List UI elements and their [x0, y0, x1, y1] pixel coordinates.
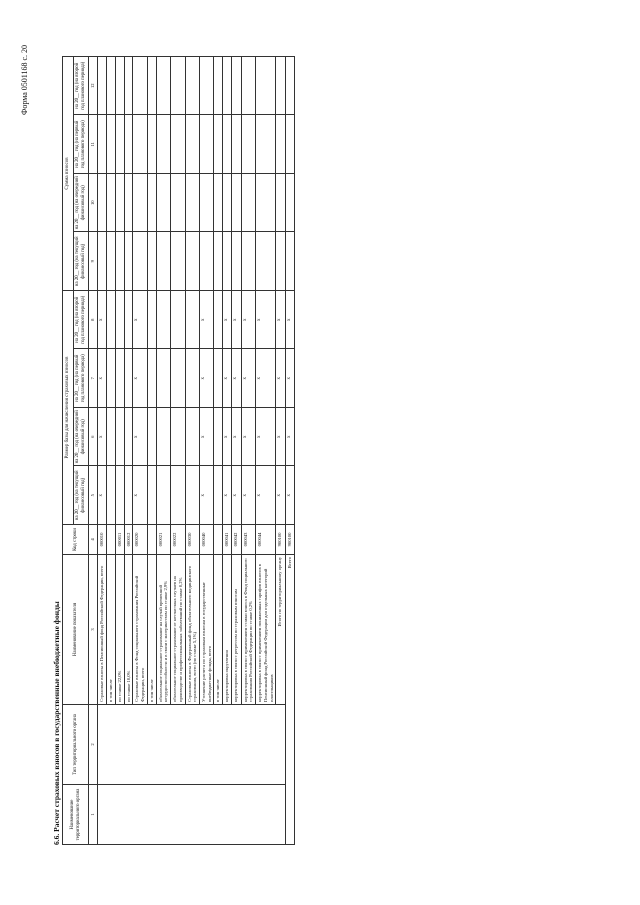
- base-cell[interactable]: [124, 466, 133, 525]
- sum-cell[interactable]: [232, 57, 241, 116]
- sum-cell[interactable]: [223, 115, 232, 174]
- sum-cell[interactable]: [232, 115, 241, 174]
- total-all-row: [285, 57, 294, 845]
- base-cell[interactable]: [147, 291, 156, 350]
- base-cell[interactable]: [124, 408, 133, 467]
- row-code: [107, 525, 116, 555]
- sum-cell[interactable]: [133, 57, 147, 116]
- base-cell[interactable]: [107, 466, 116, 525]
- base-cell[interactable]: x: [200, 349, 214, 408]
- sum-cell[interactable]: [200, 115, 214, 174]
- row-code: 000010: [97, 525, 106, 555]
- sum-cell[interactable]: [214, 57, 223, 116]
- sum-cell[interactable]: [124, 57, 133, 116]
- sum-cell[interactable]: [276, 174, 285, 233]
- base-cell[interactable]: [124, 291, 133, 350]
- base-cell[interactable]: [147, 349, 156, 408]
- sum-cell[interactable]: [285, 174, 294, 233]
- sum-cell[interactable]: [185, 232, 199, 291]
- base-cell[interactable]: x: [285, 466, 294, 525]
- indicator-label: корректировка в связи с применением ставки взноса в Фонд социального страхования Российской Федерации по ставке 0,2%: [241, 555, 255, 705]
- indicator-label: по ставке 10,0%: [124, 555, 133, 705]
- indicator-label: Страховые взносы в Федеральный фонд обязательного медицинского страхования, всего (по ставке 5,1%): [185, 555, 199, 705]
- col-number: 3: [89, 555, 98, 705]
- row-code: 900100: [285, 525, 294, 555]
- indicator-label: в том числе: [107, 555, 116, 705]
- base-cell[interactable]: [107, 408, 116, 467]
- header-period: на 20__ год (на второй год планового периода): [74, 57, 89, 116]
- sum-cell[interactable]: [97, 232, 106, 291]
- sum-cell[interactable]: [133, 232, 147, 291]
- row-code: 900100: [276, 525, 285, 555]
- col-number: 6: [89, 408, 98, 467]
- base-cell[interactable]: x: [133, 408, 147, 467]
- base-cell[interactable]: x: [133, 349, 147, 408]
- contributions-table: [62, 56, 295, 845]
- sum-cell[interactable]: [285, 57, 294, 116]
- sum-cell[interactable]: [107, 115, 116, 174]
- header-period: на 20__ год (на очередной финансовый год): [74, 174, 89, 233]
- sum-cell[interactable]: [200, 174, 214, 233]
- row-code: 000040: [200, 525, 214, 555]
- header-indicator: Наименование показателя: [63, 555, 89, 705]
- base-cell[interactable]: x: [200, 408, 214, 467]
- base-cell[interactable]: x: [285, 291, 294, 350]
- base-cell[interactable]: x: [133, 291, 147, 350]
- base-cell[interactable]: [214, 408, 223, 467]
- base-cell[interactable]: [156, 291, 170, 350]
- sum-cell[interactable]: [185, 115, 199, 174]
- col-number: 7: [89, 349, 98, 408]
- base-cell[interactable]: x: [256, 466, 276, 525]
- header-period: на 20__ год (на первый год планового периода): [74, 115, 89, 174]
- header-period: на 20__ год (на первый год планового периода): [74, 349, 89, 408]
- base-cell[interactable]: [107, 291, 116, 350]
- sum-cell[interactable]: [232, 232, 241, 291]
- sum-cell[interactable]: [133, 174, 147, 233]
- sum-cell[interactable]: [232, 174, 241, 233]
- sum-cell[interactable]: [171, 232, 185, 291]
- base-cell[interactable]: x: [200, 291, 214, 350]
- col-number: 11: [89, 115, 98, 174]
- base-cell[interactable]: x: [232, 408, 241, 467]
- row-code: 000043: [241, 525, 255, 555]
- indicator-label: корректировка в связи с регрессом по страховым взносам: [232, 555, 241, 705]
- base-cell[interactable]: x: [232, 466, 241, 525]
- indicator-label: обязательное социальное страхование на случай временной нетрудоспособности и в связи с материнством по ставке 2,9%: [156, 555, 170, 705]
- base-cell[interactable]: x: [276, 408, 285, 467]
- sum-cell[interactable]: [115, 57, 124, 116]
- column-number-row: [89, 57, 98, 845]
- base-cell[interactable]: x: [223, 349, 232, 408]
- base-cell[interactable]: [214, 349, 223, 408]
- sum-cell[interactable]: [256, 115, 276, 174]
- indicator-label: в том числе: [214, 555, 223, 705]
- base-cell[interactable]: [171, 408, 185, 467]
- base-cell[interactable]: x: [97, 466, 106, 525]
- indicator-label: Уточнение расчета по страховым взносам в государственные внебюджетные фонды, всего: [200, 555, 214, 705]
- base-cell[interactable]: x: [223, 408, 232, 467]
- sum-cell[interactable]: [214, 174, 223, 233]
- header-base-group: Размер базы для начисления страховых взносов: [63, 291, 74, 525]
- row-code: 000012: [124, 525, 133, 555]
- row-code: 000011: [115, 525, 124, 555]
- sum-cell[interactable]: [285, 232, 294, 291]
- sum-cell[interactable]: [171, 174, 185, 233]
- sum-cell[interactable]: [147, 232, 156, 291]
- base-cell[interactable]: x: [97, 349, 106, 408]
- col-number: 5: [89, 466, 98, 525]
- sum-cell[interactable]: [200, 232, 214, 291]
- base-cell[interactable]: [156, 466, 170, 525]
- sum-cell[interactable]: [256, 174, 276, 233]
- sum-cell[interactable]: [185, 174, 199, 233]
- sum-cell[interactable]: [156, 115, 170, 174]
- base-cell[interactable]: [115, 408, 124, 467]
- base-cell[interactable]: [156, 349, 170, 408]
- sum-cell[interactable]: [241, 57, 255, 116]
- indicator-label: Страховые взносы в Пенсионный фонд Российской Федерации, всего: [97, 555, 106, 705]
- base-cell[interactable]: [156, 408, 170, 467]
- sum-cell[interactable]: [133, 115, 147, 174]
- base-cell[interactable]: x: [256, 349, 276, 408]
- base-cell[interactable]: [214, 291, 223, 350]
- row-code: 000044: [256, 525, 276, 555]
- header-period: на 20__ год (на текущий финансовый год): [74, 466, 89, 525]
- sum-cell[interactable]: [156, 57, 170, 116]
- sum-cell[interactable]: [285, 115, 294, 174]
- indicator-label: обязательное социальное страхование от несчастных случаев на производстве и профессиональных заболеваний по ставке 0,2%: [171, 555, 185, 705]
- sum-cell[interactable]: [115, 174, 124, 233]
- base-cell[interactable]: x: [241, 349, 255, 408]
- sum-cell[interactable]: [214, 232, 223, 291]
- sum-cell[interactable]: [107, 174, 116, 233]
- base-cell[interactable]: x: [241, 408, 255, 467]
- sum-cell[interactable]: [147, 57, 156, 116]
- sum-cell[interactable]: [97, 57, 106, 116]
- sum-cell[interactable]: [276, 115, 285, 174]
- base-cell[interactable]: x: [241, 291, 255, 350]
- base-cell[interactable]: [115, 349, 124, 408]
- base-cell[interactable]: [171, 349, 185, 408]
- header-period: на 20__ год (на второй год планового периода): [74, 291, 89, 350]
- col-number: 9: [89, 232, 98, 291]
- base-cell[interactable]: [115, 291, 124, 350]
- base-cell[interactable]: x: [97, 291, 106, 350]
- base-cell[interactable]: [185, 349, 199, 408]
- row-code: 000022: [171, 525, 185, 555]
- indicator-label: в том числе: [147, 555, 156, 705]
- base-cell[interactable]: x: [276, 466, 285, 525]
- base-cell[interactable]: [171, 466, 185, 525]
- base-cell[interactable]: x: [241, 466, 255, 525]
- base-cell[interactable]: [147, 408, 156, 467]
- sum-cell[interactable]: [276, 57, 285, 116]
- header-org-name: Наименование территориального органа: [63, 785, 89, 845]
- base-cell[interactable]: [124, 349, 133, 408]
- base-cell[interactable]: [185, 408, 199, 467]
- row-code: 000042: [232, 525, 241, 555]
- sum-cell[interactable]: [171, 115, 185, 174]
- sum-cell[interactable]: [241, 174, 255, 233]
- base-cell[interactable]: x: [256, 408, 276, 467]
- base-cell[interactable]: x: [276, 291, 285, 350]
- base-cell[interactable]: x: [285, 408, 294, 467]
- base-cell[interactable]: [115, 466, 124, 525]
- total-org-label: Итого по территориальному органу: [276, 555, 285, 705]
- base-cell[interactable]: [171, 291, 185, 350]
- sum-cell[interactable]: [156, 174, 170, 233]
- sum-cell[interactable]: [124, 174, 133, 233]
- sum-cell[interactable]: [107, 232, 116, 291]
- indicator-label: корректировка округления: [223, 555, 232, 705]
- sum-cell[interactable]: [214, 115, 223, 174]
- sum-cell[interactable]: [223, 174, 232, 233]
- base-cell[interactable]: x: [276, 349, 285, 408]
- sum-cell[interactable]: [241, 232, 255, 291]
- base-cell[interactable]: x: [223, 466, 232, 525]
- header-row-code: Код строки: [63, 525, 89, 555]
- sum-cell[interactable]: [223, 232, 232, 291]
- row-code: 000020: [133, 525, 147, 555]
- base-cell[interactable]: x: [232, 349, 241, 408]
- base-cell[interactable]: [185, 466, 199, 525]
- base-cell[interactable]: x: [223, 291, 232, 350]
- base-cell[interactable]: x: [256, 291, 276, 350]
- sum-cell[interactable]: [147, 115, 156, 174]
- sum-cell[interactable]: [171, 57, 185, 116]
- base-cell[interactable]: [107, 349, 116, 408]
- base-cell[interactable]: [185, 291, 199, 350]
- header-sum-group: Сумма взносов: [63, 57, 74, 291]
- row-code: [147, 525, 156, 555]
- indicator-label: Страховые взносы в Фонд социального страхования Российской Федерации, всего: [133, 555, 147, 705]
- section-title: 6.6. Расчет страховых взносов в государственные внебюджетные фонды: [52, 601, 61, 845]
- col-number: 1: [89, 785, 98, 845]
- sum-cell[interactable]: [223, 57, 232, 116]
- col-number: 12: [89, 57, 98, 116]
- org-name-cell[interactable]: [97, 785, 285, 845]
- header-org-type: Тип территориального органа: [63, 705, 89, 785]
- base-cell[interactable]: [214, 466, 223, 525]
- sum-cell[interactable]: [124, 115, 133, 174]
- table-body: [97, 57, 294, 845]
- indicator-label: по ставке 22,0%: [115, 555, 124, 705]
- sum-cell[interactable]: [115, 232, 124, 291]
- base-cell[interactable]: x: [133, 466, 147, 525]
- sum-cell[interactable]: [241, 115, 255, 174]
- indicator-label: корректировка в связи с применением пониженных тарифов взносов в Пенсионный фонд Российской Федерации для отдельных категорий плательщиков: [256, 555, 276, 705]
- sum-cell[interactable]: [124, 232, 133, 291]
- base-cell[interactable]: [147, 466, 156, 525]
- col-number: 4: [89, 525, 98, 555]
- header-period: на 20__ год (на текущий финансовый год): [74, 232, 89, 291]
- sum-cell[interactable]: [97, 174, 106, 233]
- sum-cell[interactable]: [276, 232, 285, 291]
- base-cell[interactable]: x: [97, 408, 106, 467]
- sum-cell[interactable]: [97, 115, 106, 174]
- sum-cell[interactable]: [156, 232, 170, 291]
- row-code: [214, 525, 223, 555]
- total-all-label: Всего: [285, 555, 294, 845]
- form-number-note: Форма 0501168 с. 20: [20, 44, 29, 115]
- sum-cell[interactable]: [256, 57, 276, 116]
- sum-cell[interactable]: [147, 174, 156, 233]
- sum-cell[interactable]: [200, 57, 214, 116]
- base-cell[interactable]: x: [200, 466, 214, 525]
- org-type-cell[interactable]: [97, 705, 285, 785]
- row-code: 000021: [156, 525, 170, 555]
- col-number: 2: [89, 705, 98, 785]
- row-code: 000030: [185, 525, 199, 555]
- table-row: [97, 57, 106, 845]
- header-period: на 20__ год (на очередной финансовый год): [74, 408, 89, 467]
- row-code: 000041: [223, 525, 232, 555]
- col-number: 10: [89, 174, 98, 233]
- sum-cell[interactable]: [185, 57, 199, 116]
- sum-cell[interactable]: [256, 232, 276, 291]
- col-number: 8: [89, 291, 98, 350]
- sum-cell[interactable]: [107, 57, 116, 116]
- sum-cell[interactable]: [115, 115, 124, 174]
- base-cell[interactable]: x: [232, 291, 241, 350]
- base-cell[interactable]: x: [285, 349, 294, 408]
